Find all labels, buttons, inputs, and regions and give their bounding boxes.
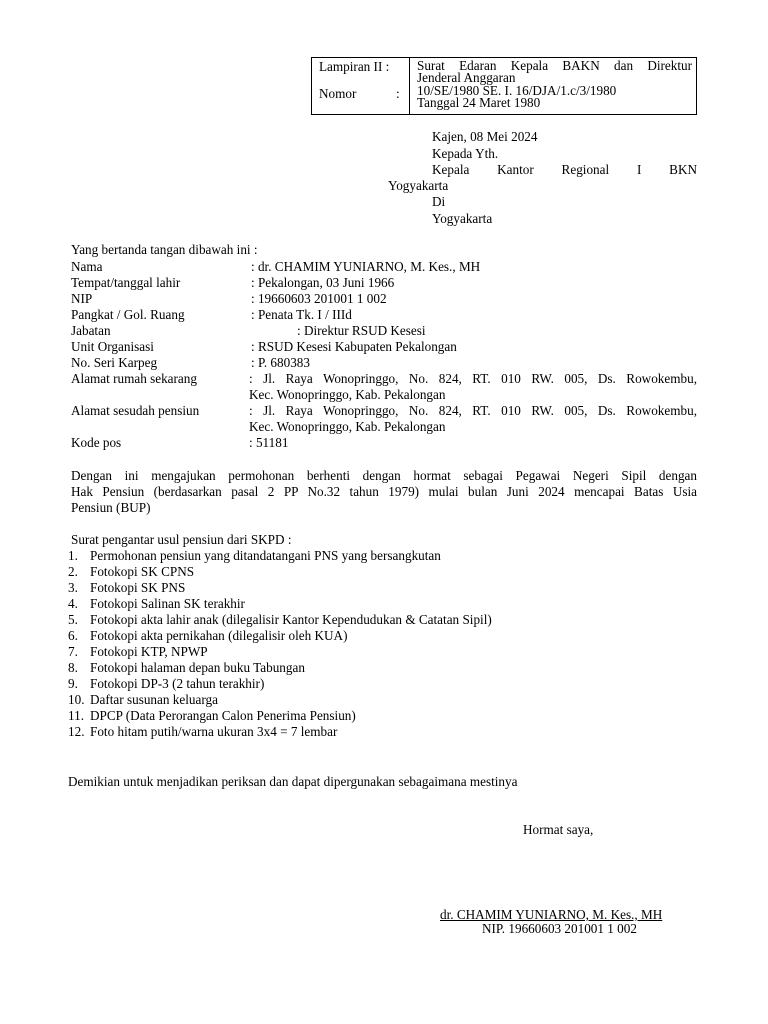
list-item bbox=[68, 660, 305, 676]
list-item-text: DPCP (Data Perorangan Calon Penerima Pensiun) bbox=[90, 708, 356, 723]
list-item bbox=[68, 644, 208, 660]
lampiran-label: Lampiran II : bbox=[319, 59, 390, 74]
unit-label: Unit Organisasi bbox=[71, 339, 154, 354]
nomor-label: Nomor bbox=[319, 86, 357, 101]
list-item-text: Permohonan pensiun yang ditandatangani PNS yang bersangkutan bbox=[90, 548, 441, 563]
list-item-number: 9. bbox=[68, 676, 78, 691]
reference-line-1: Surat Edaran Kepala BAKN dan Direktur bbox=[417, 58, 692, 73]
pangkat-value: : Penata Tk. I / IIId bbox=[251, 307, 352, 322]
reference-line-4: Tanggal 24 Maret 1980 bbox=[417, 95, 541, 111]
list-item bbox=[68, 676, 264, 692]
body-line-2: Hak Pensiun (berdasarkan pasal 2 PP No.32 tahun 1979) mulai bulan Juni 2024 mencapai Batas Usia bbox=[71, 484, 697, 499]
list-item-text: Fotokopi SK CPNS bbox=[90, 564, 195, 579]
list-item bbox=[68, 580, 185, 596]
reference-line-3: 10/SE/1980 SE. I. 16/DJA/1.c/3/1980 bbox=[417, 82, 617, 98]
body-paragraph bbox=[71, 468, 697, 516]
list-item bbox=[68, 548, 441, 564]
signature-nip: NIP. 19660603 201001 1 002 bbox=[482, 921, 637, 936]
alamat-value bbox=[249, 371, 697, 403]
list-item bbox=[68, 564, 194, 580]
list-item-text: Fotokopi Salinan SK terakhir bbox=[90, 596, 245, 611]
kepada-label: Kepada Yth. bbox=[432, 146, 499, 161]
list-item-text: Foto hitam putih/warna ukuran 3x4 = 7 lembar bbox=[90, 724, 338, 739]
unit-value: : RSUD Kesesi Kabupaten Pekalongan bbox=[251, 339, 457, 354]
reference-text bbox=[417, 60, 692, 110]
alamat-pensiun-value bbox=[249, 403, 697, 435]
list-item-text: Fotokopi KTP, NPWP bbox=[90, 644, 208, 659]
intro-text: Yang bertanda tangan dibawah ini : bbox=[71, 242, 258, 257]
jabatan-label: Jabatan bbox=[71, 323, 111, 338]
list-item bbox=[68, 724, 337, 740]
list-item bbox=[68, 692, 218, 708]
alamat-line-1: : Jl. Raya Wonopringgo, No. 824, RT. 010 RW. 005, Ds. Rowokembu, bbox=[249, 371, 697, 386]
list-item-number: 11. bbox=[68, 708, 84, 723]
list-item bbox=[68, 596, 245, 612]
list-item-number: 8. bbox=[68, 660, 78, 675]
reference-box-divider bbox=[409, 58, 410, 114]
signature-name: dr. CHAMIM YUNIARNO, M. Kes., MH bbox=[440, 907, 663, 922]
ttl-value: : Pekalongan, 03 Juni 1966 bbox=[251, 275, 395, 290]
list-item-number: 4. bbox=[68, 596, 78, 611]
recipient-line-1 bbox=[432, 162, 697, 178]
list-item-text: Fotokopi halaman depan buku Tabungan bbox=[90, 660, 305, 675]
alamat-label: Alamat rumah sekarang bbox=[71, 371, 197, 386]
di-label: Di bbox=[432, 194, 446, 209]
attachments-title: Surat pengantar usul pensiun dari SKPD : bbox=[71, 532, 292, 547]
list-item-number: 7. bbox=[68, 644, 78, 659]
list-item-text: Fotokopi akta pernikahan (dilegalisir oleh KUA) bbox=[90, 628, 348, 643]
reference-box bbox=[311, 57, 697, 115]
nip-value: : 19660603 201001 1 002 bbox=[251, 291, 387, 306]
alamat-pensiun-label: Alamat sesudah pensiun bbox=[71, 403, 200, 418]
signature-greeting: Hormat saya, bbox=[523, 822, 594, 837]
nomor-colon: : bbox=[396, 86, 400, 101]
list-item-number: 12. bbox=[68, 724, 85, 739]
alamat-pensiun-line-2: Kec. Wonopringgo, Kab. Pekalongan bbox=[249, 419, 446, 434]
reference-line-2: Jenderal Anggaran bbox=[417, 70, 516, 86]
list-item bbox=[68, 708, 356, 724]
pangkat-label: Pangkat / Gol. Ruang bbox=[71, 307, 185, 322]
kodepos-value: : 51181 bbox=[249, 435, 289, 450]
list-item-text: Fotokopi DP-3 (2 tahun terakhir) bbox=[90, 676, 265, 691]
list-item-number: 1. bbox=[68, 548, 78, 563]
list-item bbox=[68, 628, 347, 644]
alamat-line-2: Kec. Wonopringgo, Kab. Pekalongan bbox=[249, 387, 446, 402]
list-item-number: 5. bbox=[68, 612, 78, 627]
recipient-line-2: Yogyakarta bbox=[388, 178, 449, 193]
recipient-city: Yogyakarta bbox=[432, 211, 493, 226]
jabatan-value: : Direktur RSUD Kesesi bbox=[297, 323, 426, 338]
nama-label: Nama bbox=[71, 259, 103, 274]
karpeg-value: : P. 680383 bbox=[251, 355, 310, 370]
kodepos-label: Kode pos bbox=[71, 435, 122, 450]
body-line-3: Pensiun (BUP) bbox=[71, 500, 151, 515]
alamat-pensiun-line-1: : Jl. Raya Wonopringgo, No. 824, RT. 010 RW. 005, Ds. Rowokembu, bbox=[249, 403, 697, 418]
karpeg-label: No. Seri Karpeg bbox=[71, 355, 158, 370]
list-item-number: 2. bbox=[68, 564, 78, 579]
ttl-label: Tempat/tanggal lahir bbox=[71, 275, 181, 290]
place-date: Kajen, 08 Mei 2024 bbox=[432, 129, 538, 144]
list-item bbox=[68, 612, 492, 628]
closing-text: Demikian untuk menjadikan periksan dan dapat dipergunakan sebagaimana mestinya bbox=[68, 774, 518, 789]
list-item-text: Daftar susunan keluarga bbox=[90, 692, 218, 707]
nama-value: : dr. CHAMIM YUNIARNO, M. Kes., MH bbox=[251, 259, 481, 274]
list-item-number: 10. bbox=[68, 692, 85, 707]
list-item-number: 3. bbox=[68, 580, 78, 595]
list-item-text: Fotokopi akta lahir anak (dilegalisir Kantor Kependudukan & Catatan Sipil) bbox=[90, 612, 492, 627]
list-item-text: Fotokopi SK PNS bbox=[90, 580, 186, 595]
nip-label: NIP bbox=[71, 291, 93, 306]
list-item-number: 6. bbox=[68, 628, 78, 643]
body-line-1: Dengan ini mengajukan permohonan berhenti dengan hormat sebagai Pegawai Negeri Sipil dengan bbox=[71, 468, 697, 483]
recipient-line-1-text: Kepala Kantor Regional I BKN bbox=[432, 162, 697, 177]
